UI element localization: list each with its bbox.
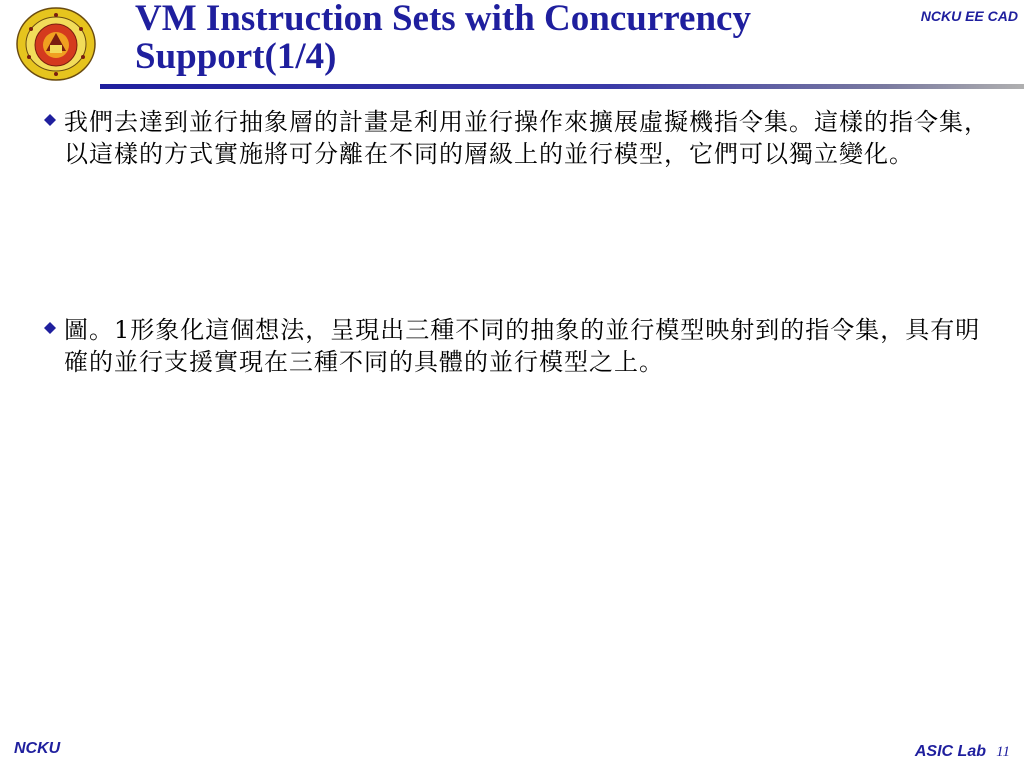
title-line-2: Support(1/4) (135, 36, 337, 77)
diamond-bullet-icon (44, 322, 56, 334)
bullet-text: 我們去達到並行抽象層的計畫是利用並行操作來擴展虛擬機指令集。這樣的指令集，以這樣的方式實施將可分離在不同的層級上的並行模型，它們可以獨立變化。 (64, 108, 989, 168)
bullet-text: 圖。1形象化這個想法，呈現出三種不同的抽象的並行模型映射到的指令集，具有明確的並行支援實現在三種不同的具體的並行模型之上。 (64, 316, 981, 376)
bullet-item (44, 106, 994, 170)
footer-institution: NCKU (14, 740, 61, 757)
title-divider (100, 84, 1024, 89)
header-brand: NCKU EE CAD (920, 8, 1018, 24)
page-title (135, 0, 751, 76)
title-line-1: VM Instruction Sets with Concurrency (135, 0, 751, 39)
diamond-bullet-icon (44, 114, 56, 126)
bullet-item (44, 314, 994, 378)
university-seal-icon (16, 7, 96, 81)
page-number: 11 (996, 744, 1010, 760)
footer-lab: ASIC Lab (914, 743, 986, 760)
